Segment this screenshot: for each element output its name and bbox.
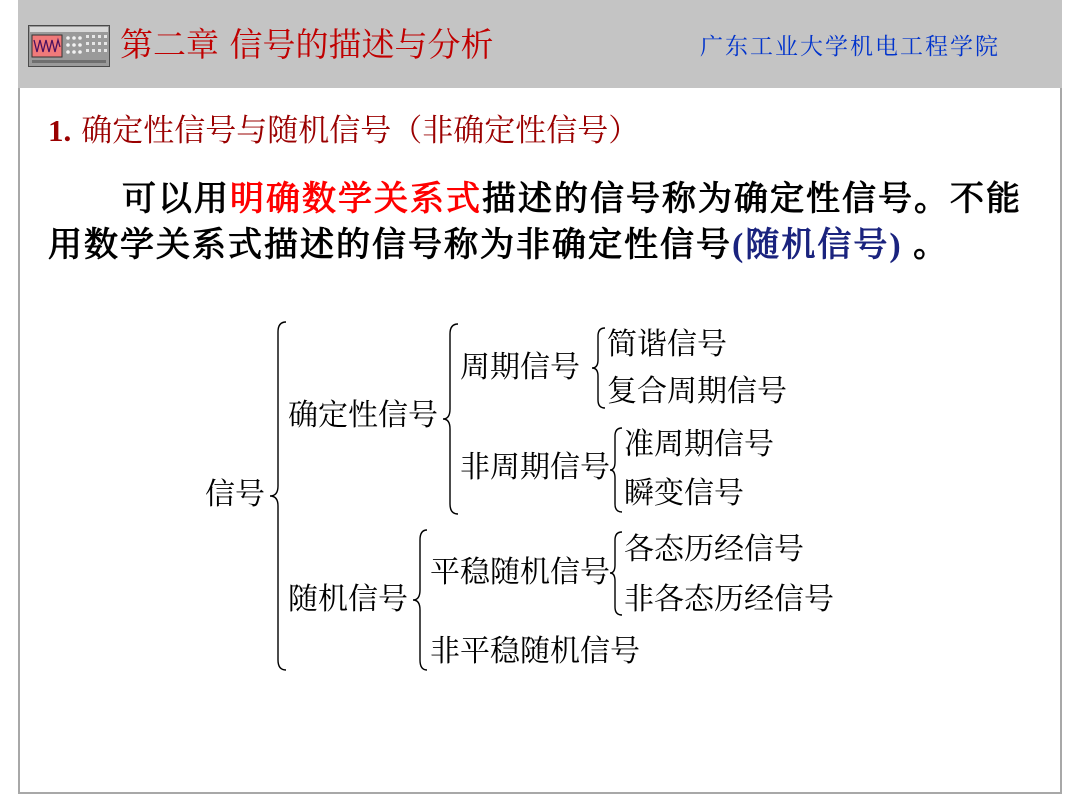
tree-node-ergodic: 各态历经信号 bbox=[624, 532, 804, 567]
paragraph-text: 描述的信号称为确定性信号。不能 bbox=[482, 181, 1022, 218]
tree-node-periodic: 周期信号 bbox=[460, 350, 580, 385]
section-heading bbox=[48, 110, 639, 152]
tree-node-nonstationary: 非平稳随机信号 bbox=[430, 634, 640, 669]
highlight-text-red: 明确数学关系式 bbox=[230, 181, 482, 218]
paragraph-line-2 bbox=[48, 224, 949, 268]
paragraph-text: 。 bbox=[902, 227, 950, 264]
chapter-title: 第二章 信号的描述与分析 bbox=[120, 25, 494, 64]
tree-node-non-ergodic: 非各态历经信号 bbox=[624, 582, 834, 617]
tree-node-transient: 瞬变信号 bbox=[624, 476, 744, 511]
tree-node-root: 信号 bbox=[205, 477, 265, 512]
paragraph-line-1 bbox=[122, 178, 1022, 222]
section-number: 1. bbox=[48, 113, 72, 148]
tree-node-complex-periodic: 复合周期信号 bbox=[607, 374, 787, 409]
tree-node-quasi-periodic: 准周期信号 bbox=[624, 427, 774, 462]
section-heading-text: 确定性信号与随机信号（非确定性信号） bbox=[81, 113, 640, 149]
paragraph-text: 可以用 bbox=[122, 181, 230, 218]
highlight-text-blue: (随机信号) bbox=[732, 227, 903, 264]
tree-node-random: 随机信号 bbox=[288, 582, 408, 617]
paragraph-text: 用数学关系式描述的信号称为非确定性信号 bbox=[48, 227, 732, 264]
tree-node-harmonic: 简谐信号 bbox=[607, 327, 727, 362]
school-name: 广东工业大学机电工程学院 bbox=[700, 33, 1000, 59]
oscilloscope-icon bbox=[28, 25, 110, 67]
tree-node-aperiodic: 非周期信号 bbox=[460, 450, 610, 485]
tree-node-stationary: 平稳随机信号 bbox=[430, 555, 610, 590]
tree-node-deterministic: 确定性信号 bbox=[288, 398, 438, 433]
